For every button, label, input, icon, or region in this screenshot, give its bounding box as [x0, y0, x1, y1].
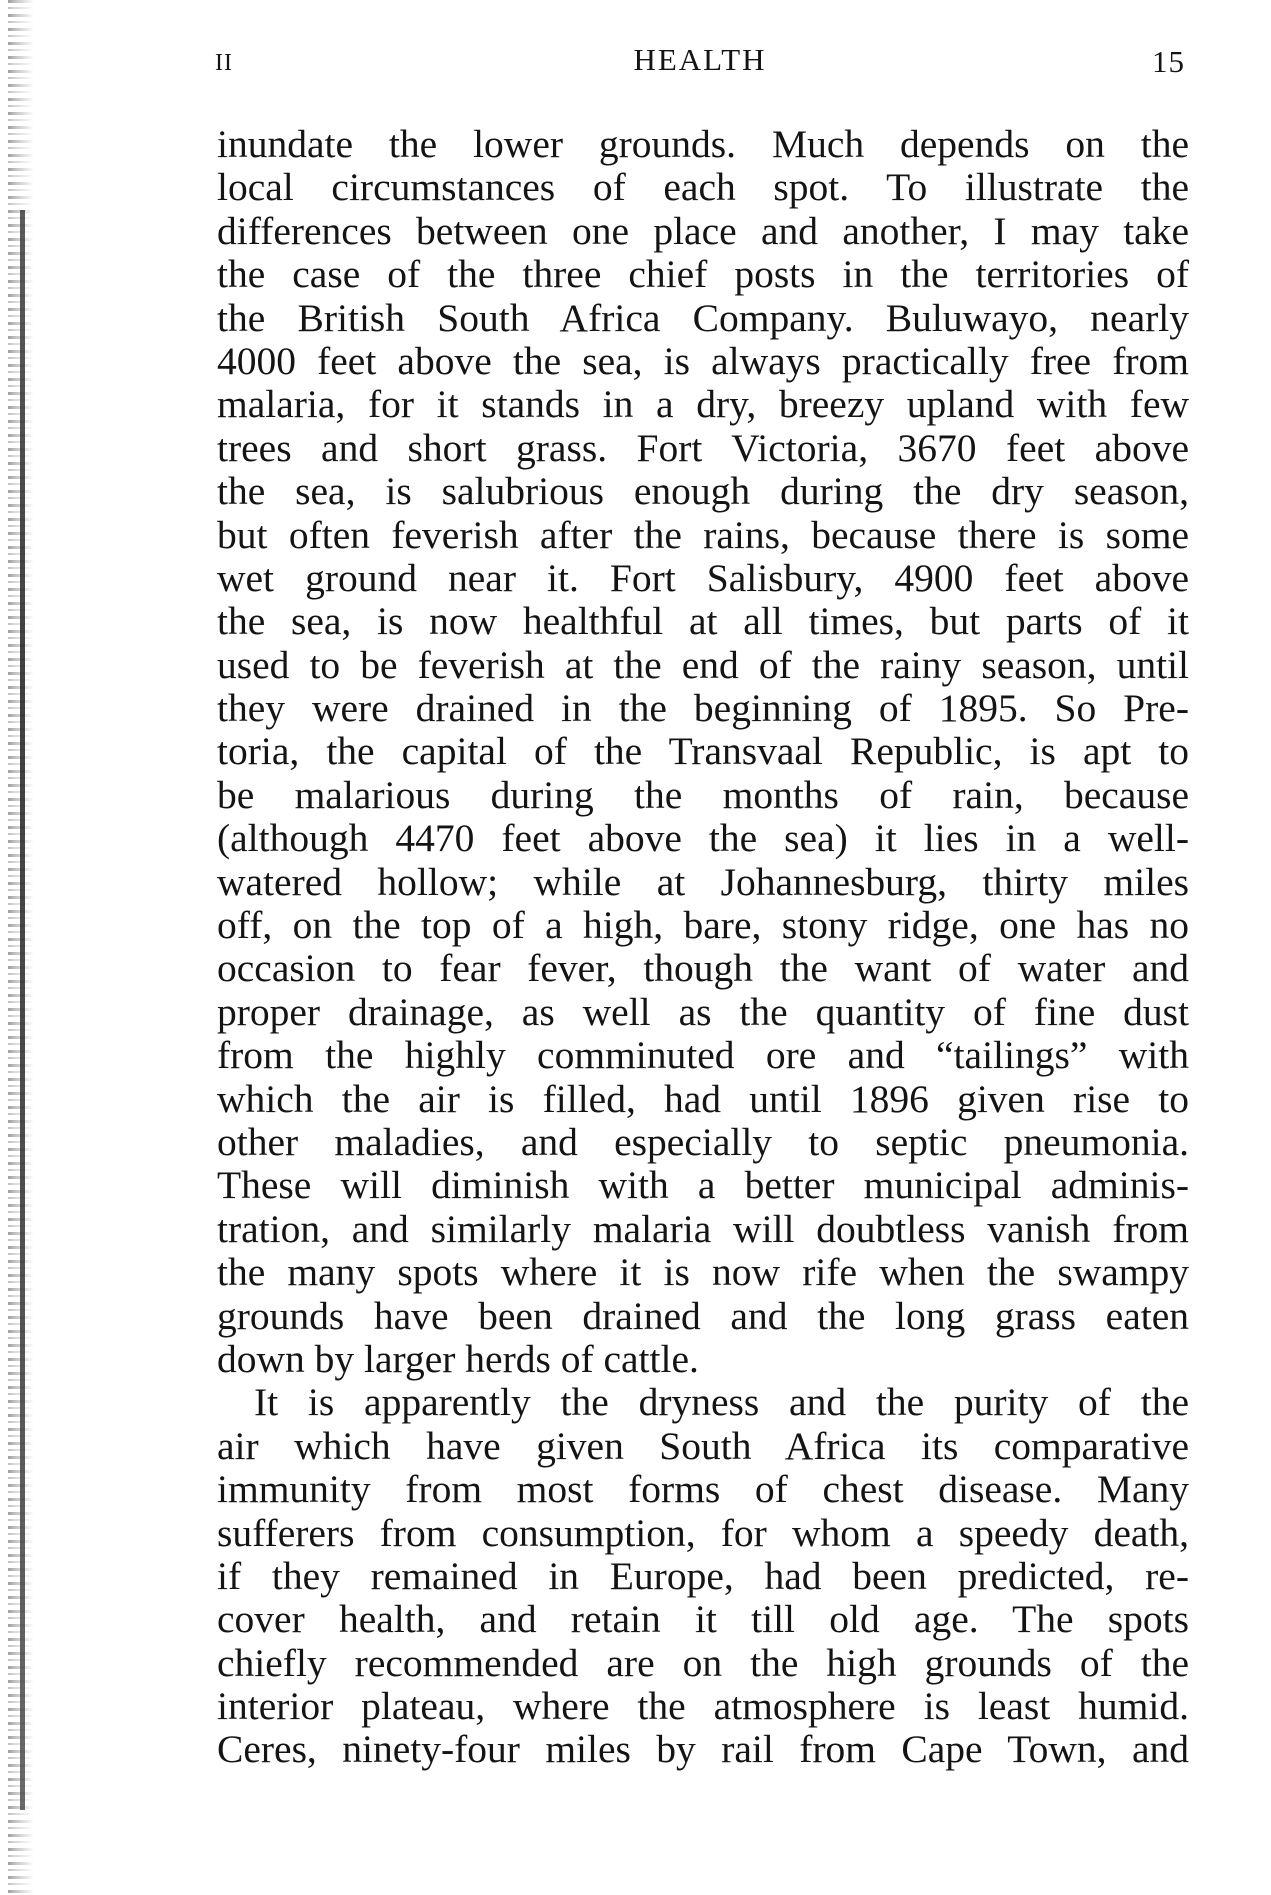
text-line: chiefly recommended are on the high grounds of the [217, 1640, 1189, 1685]
paragraph-end-line: down by larger herds of cattle. [217, 1336, 699, 1381]
text-line: occasion to fear fever, though the want of water and [217, 946, 1189, 991]
text-line: they were drained in the beginning of 1895. So Pre- [217, 686, 1189, 731]
text-line: watered hollow; while at Johannesburg, thirty miles [217, 859, 1189, 904]
text-line: the case of the three chief posts in the territories of [217, 252, 1189, 297]
text-line: cover health, and retain it till old age. The spots [217, 1597, 1189, 1642]
text-line: the sea, is now healthful at all times, but parts of it [217, 599, 1189, 644]
running-header [215, 42, 1185, 86]
text-line: if they remained in Europe, had been predicted, re- [217, 1553, 1189, 1598]
running-title: HEALTH [633, 42, 767, 77]
text-line: other maladies, and especially to septic pneumonia. [217, 1119, 1189, 1164]
text-line: trees and short grass. Fort Victoria, 3670 feet above [217, 425, 1189, 470]
text-line: toria, the capital of the Transvaal Republic, is apt to [217, 729, 1189, 774]
text-line: off, on the top of a high, bare, stony ridge, one has no [217, 903, 1189, 948]
text-line: (although 4470 feet above the sea) it lies in a well- [217, 816, 1189, 861]
text-line: tration, and similarly malaria will doubtless vanish from [217, 1206, 1189, 1251]
text-line: used to be feverish at the end of the rainy season, until [217, 642, 1189, 687]
text-line: the British South Africa Company. Buluwayo, nearly [217, 295, 1189, 340]
text-line: sufferers from consumption, for whom a speedy death, [217, 1510, 1189, 1555]
text-line: inundate the lower grounds. Much depends on the [217, 122, 1189, 166]
text-line: wet ground near it. Fort Salisbury, 4900 feet above [217, 555, 1189, 600]
text-line: immunity from most forms of chest disease. Many [217, 1467, 1189, 1512]
text-line: local circumstances of each spot. To illustrate the [217, 165, 1189, 210]
text-line: 4000 feet above the sea, is always practically free from [217, 338, 1189, 383]
text-line: These will diminish with a better municipal adminis- [217, 1163, 1189, 1208]
text-line: Ceres, ninety-four miles by rail from Cape Town, and [217, 1727, 1189, 1772]
text-line: differences between one place and another, I may take [217, 208, 1189, 253]
text-line: the many spots where it is now rife when the swampy [217, 1250, 1189, 1295]
text-line: from the highly comminuted ore and “tailings” with [217, 1033, 1189, 1078]
text-line: the sea, is salubrious enough during the dry season, [217, 469, 1189, 514]
chapter-number: II [215, 50, 233, 76]
body-text [217, 123, 1189, 1772]
page-number: 15 [1152, 44, 1185, 79]
text-line: but often feverish after the rains, because there is some [217, 512, 1189, 557]
text-line: be malarious during the months of rain, because [217, 772, 1189, 817]
paragraph-start-line: It is apparently the dryness and the purity of the [254, 1380, 1189, 1425]
text-line: malaria, for it stands in a dry, breezy upland with few [217, 382, 1189, 427]
text-line: grounds have been drained and the long grass eaten [217, 1293, 1189, 1338]
text-line: air which have given South Africa its comparative [217, 1423, 1189, 1468]
binding-edge-line [20, 210, 25, 1810]
text-line: proper drainage, as well as the quantity of fine dust [217, 989, 1189, 1034]
text-line: interior plateau, where the atmosphere is least humid. [217, 1684, 1189, 1729]
text-line: which the air is filled, had until 1896 given rise to [217, 1076, 1189, 1121]
